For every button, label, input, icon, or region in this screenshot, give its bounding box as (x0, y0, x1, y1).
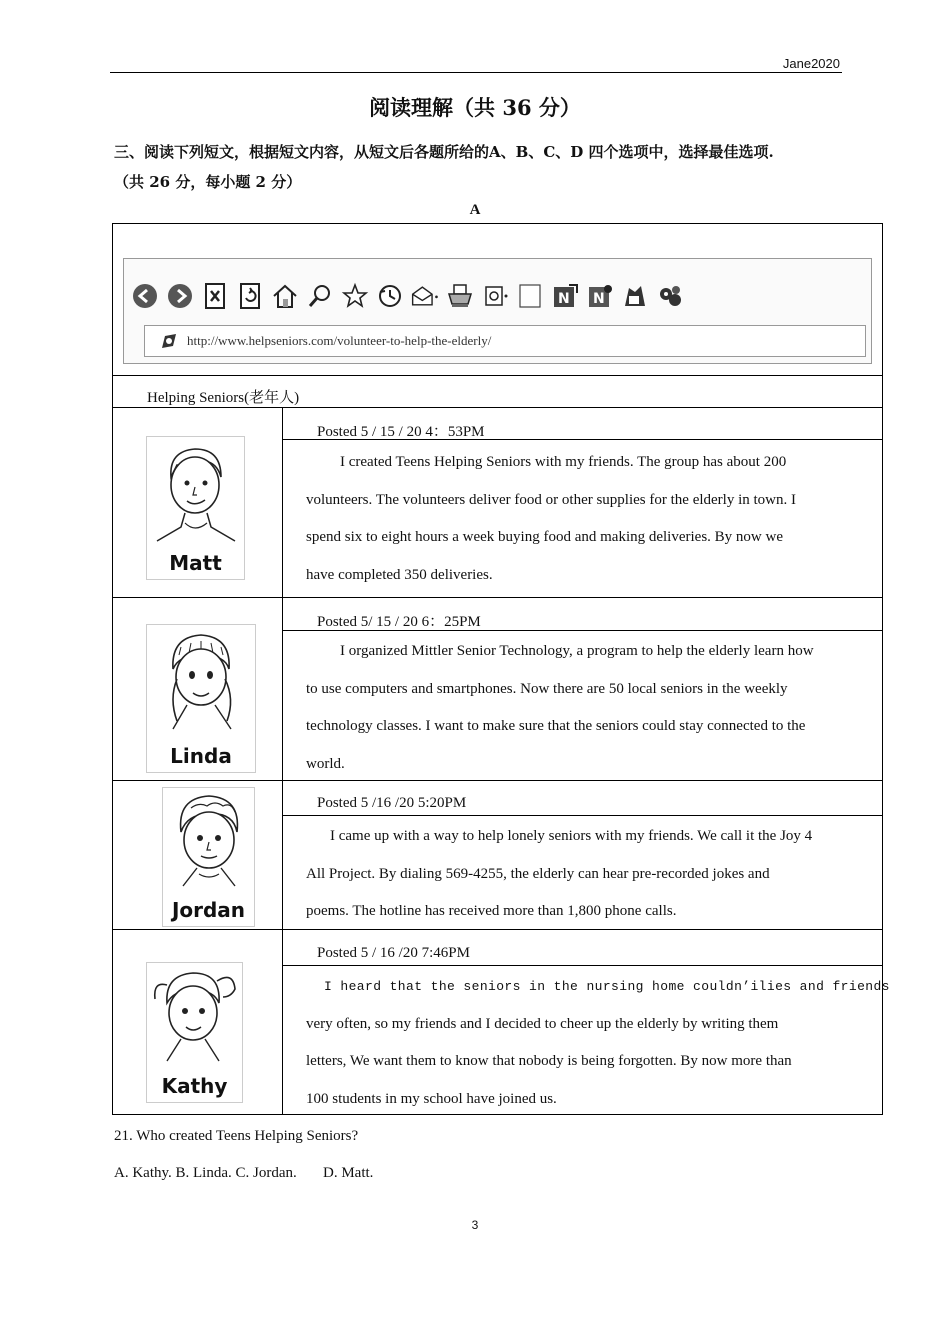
page-icon (159, 331, 179, 351)
girl-portrait-icon (147, 625, 255, 741)
avatar-name: Jordan (171, 898, 246, 922)
search-icon (305, 281, 335, 311)
post-date: Posted 5 /16 /20 5:20PM (317, 795, 467, 811)
post-line: I created Teens Helping Seniors with my friends. The group has about 200 (340, 454, 787, 470)
avatar-name: Linda (170, 744, 232, 768)
forward-icon (165, 281, 195, 311)
post-line: spend six to eight hours a week buying food and making deliveries. By now we (306, 529, 783, 545)
favorites-icon (340, 281, 370, 311)
divider (113, 375, 882, 376)
address-url: http://www.helpseniors.com/volunteer-to-help-the-elderly/ (187, 333, 492, 348)
browser-toolbar (130, 275, 690, 317)
post-line: technology classes. I want to make sure that the seniors could stay connected to the (306, 718, 806, 734)
divider (113, 407, 882, 408)
post-line: have completed 350 deliveries. (306, 566, 493, 583)
home-icon (270, 281, 300, 311)
post-body (306, 633, 871, 783)
divider (283, 965, 882, 966)
girl-portrait-icon (147, 963, 242, 1073)
browser-screenshot (123, 258, 872, 364)
post-line: I heard that the seniors in the nursing home couldn’ilies and friends (324, 979, 890, 994)
history-icon (375, 281, 405, 311)
back-icon (130, 281, 160, 311)
discuss-icon (515, 281, 545, 311)
header-rule (110, 72, 842, 73)
avatar-name: Kathy (161, 1074, 228, 1098)
instructions-line-2: （共 26 分，每小题 2 分） (114, 173, 302, 191)
avatar-linda (146, 624, 256, 773)
avatar-kathy (146, 962, 243, 1103)
post-line: All Project. By dialing 569-4255, the elderly can hear pre-recorded jokes and (306, 865, 770, 882)
post-line: 100 students in my school have joined us. (306, 1090, 557, 1107)
svg-text:N: N (593, 291, 605, 307)
post-line: volunteers. The volunteers deliver food or other supplies for the elderly in town. I (306, 491, 797, 508)
stop-icon (200, 281, 230, 311)
instructions-line-1: 三、阅读下列短文，根据短文内容，从短文后各题所给的A、B、C、D 四个选项中，选择最佳选项. (114, 143, 774, 161)
post-line: very often, so my friends and I decided to cheer up the elderly by writing them (306, 1015, 779, 1032)
divider (113, 597, 882, 598)
section-letter: A (469, 202, 481, 218)
edit-icon (480, 281, 510, 311)
question-options: A. Kathy. B. Linda. C. Jordan. D. Matt. (114, 1165, 374, 1181)
avatar-name: Matt (169, 551, 222, 575)
boy-portrait-icon (163, 788, 254, 898)
header-text: Jane2020 (782, 56, 840, 71)
svg-text:N: N (558, 291, 570, 307)
page-number: 3 (471, 1218, 479, 1232)
post-date: Posted 5 / 15 / 20 4：53PM (317, 424, 485, 440)
post-body (306, 968, 890, 1118)
page-title: 阅读理解（共 36 分） (369, 95, 581, 120)
post-line: I came up with a way to help lonely seniors with my friends. We call it the Joy 4 (330, 828, 813, 844)
address-bar[interactable] (144, 325, 866, 357)
media-icon (620, 281, 650, 311)
divider (113, 780, 882, 781)
post-line: poems. The hotline has received more than 1,800 phone calls. (306, 903, 677, 919)
divider (113, 929, 882, 930)
post-line: I organized Mittler Senior Technology, a program to help the elderly learn how (340, 643, 814, 659)
post-line: letters, We want them to know that nobody is being forgotten. By now more than (306, 1053, 792, 1069)
post-body (306, 818, 871, 931)
reading-table (112, 223, 890, 1115)
print-icon (445, 281, 475, 311)
boy-portrait-icon (147, 437, 244, 549)
avatar-matt (146, 436, 245, 580)
refresh-icon (235, 281, 265, 311)
avatar-jordan (162, 787, 255, 927)
messenger-icon (550, 281, 580, 311)
post-date: Posted 5/ 15 / 20 6：25PM (317, 614, 481, 630)
mail-icon (410, 281, 440, 311)
column-divider (282, 407, 283, 1115)
post-line: to use computers and smartphones. Now there are 50 local seniors in the weekly (306, 680, 788, 697)
question-stem: 21. Who created Teens Helping Seniors? (114, 1128, 359, 1144)
site-title: Helping Seniors(老年人) (147, 390, 300, 406)
research-icon (585, 281, 615, 311)
tools-icon (655, 281, 685, 311)
post-line: world. (306, 755, 345, 772)
post-date: Posted 5 / 16 /20 7:46PM (317, 945, 470, 961)
post-body (306, 444, 871, 594)
divider (283, 815, 882, 816)
